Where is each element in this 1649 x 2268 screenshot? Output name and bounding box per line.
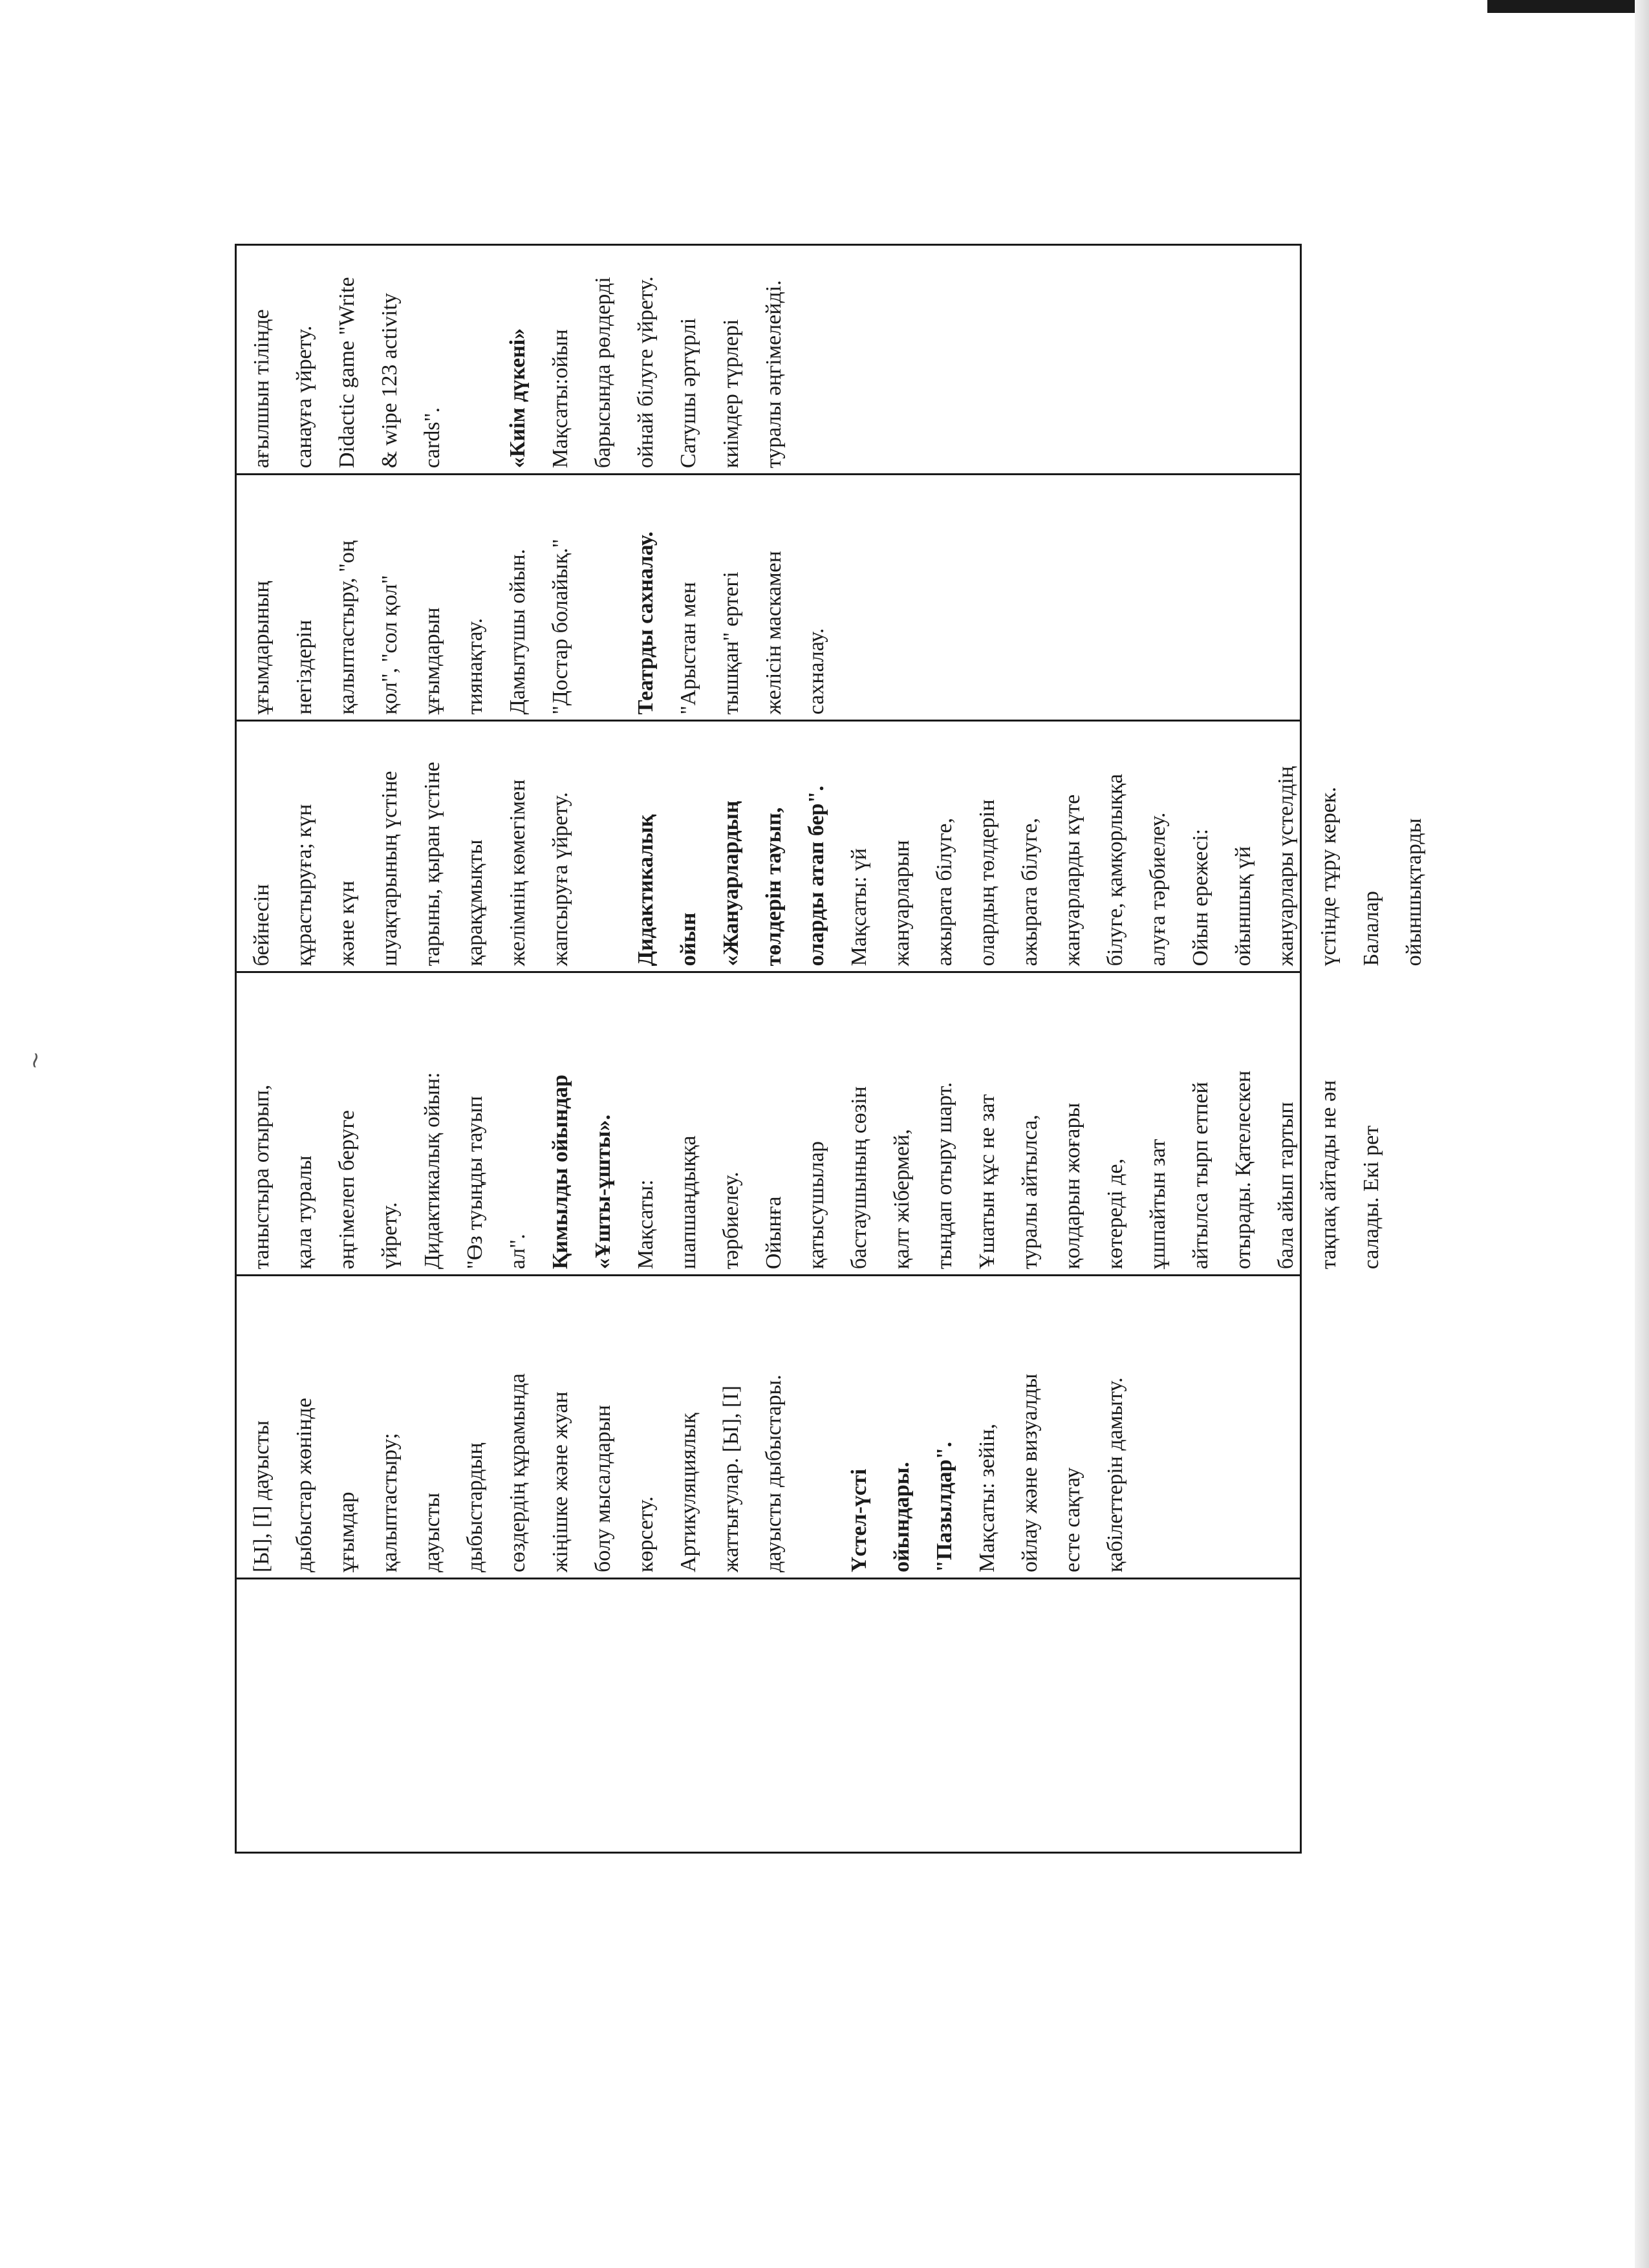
table-cell-line: бала айып тартып [1274,1102,1298,1270]
table-cell-line [795,1281,838,1572]
table-cell-line: барысында рөлдерді [591,277,615,469]
table-cell-line: қалыптастыру, "оң [335,540,359,715]
table-cell-line: жаттығулар. [Ы], [І] [719,1385,743,1573]
table-cell-line: жануарларды күте [1061,794,1084,967]
table-column-1 [237,1274,1300,1578]
table-column-5 [237,246,1300,473]
table-cell-line: cards". [420,407,444,469]
table-cell-line: [Ы], [І] дауысты [250,1420,274,1573]
table-cell-line: киімдер түрлері [719,319,743,469]
table-cell-line: олардың төлдерін [975,799,999,967]
table-cell-line: отырады. Қателескен [1231,1070,1255,1270]
table-cell-line: қала туралы [292,1155,316,1270]
table-cell-line: шапшаңдыққа [676,1135,700,1270]
table-cell-line: тарыны, қыран үстіне [420,762,444,967]
table-cell-line: ал". [506,1234,530,1270]
table-cell-line: жануарлары үстелдің [1274,765,1298,967]
table-cell-line: Балалар [1359,890,1383,967]
table-cell-line [454,251,497,468]
scan-top-shadow [1487,0,1649,13]
table-cell-line: ойнай білуге үйрету. [634,276,658,469]
table-cell-line: Дамытушы ойын. [506,548,530,715]
table-cell-line: Мақсаты: үй [847,848,871,967]
table-cell-line: негіздерін [292,619,316,715]
table-cell-line: Мақсаты:ойын [548,329,572,469]
table-cell-line: дыбыстар жөнінде [292,1398,316,1573]
table-cell-line: салады. Екі рет [1359,1125,1383,1270]
table-cell-line: сөздердің құрамында [506,1373,530,1573]
table-cell-line: санауға үйрету. [292,325,316,469]
table-cell-line: қатысушылар [804,1141,828,1270]
table-cell-line: «Киім дүкені» [506,328,530,469]
table-cell-line: Театрды сахналау. [634,531,658,715]
table-cell-line: Артикуляциялық [676,1413,700,1573]
table-column-3 [237,720,1426,971]
table-cell-line: болу мысалдарын [591,1405,615,1573]
table-cell-line: ажырата білуге, [1018,818,1042,967]
table-cell-line: сахналау. [804,628,828,715]
scan-edge-shadow [1635,0,1649,2268]
table-cell-line: Дидактикалық [634,814,658,967]
table-cell-line: Үстел-үсті [847,1468,871,1573]
table-cell-line: үйрету. [378,1202,402,1270]
table-cell-line: әңгімелеп беруге [335,1110,359,1270]
table-column-2 [237,971,1383,1274]
schedule-table [235,244,1426,1854]
table-cell-line: ұғымдарының [250,581,274,715]
table-cell-line: ажырата білуге, [932,818,956,967]
table-cell-line: оларды атап бер". [804,786,828,967]
table-cell-line: тиянақтау. [463,618,487,715]
table-column-0 [237,1578,1300,1852]
table-cell-line: көрсету. [634,1496,658,1573]
table-cell-line: «Ұшты-ұшты». [591,1114,615,1270]
table-cell-line: Мақсаты: [634,1179,658,1270]
table-cell-line: «Жануарлардың [719,800,743,967]
table-cell-line: қол", "сол қол" [378,575,402,715]
table-cell-line: туралы әңгімелейді. [762,280,786,469]
table-cell-line: жіңішке және жуан [548,1391,572,1573]
table-cell-line: және күн [335,881,359,967]
table-cell-line: қарақұмықты [463,839,487,967]
table-cell-line: дауысты дыбыстары. [762,1375,786,1573]
table-cell-line: қалт жібермей, [890,1129,914,1270]
table-cell-line: төлдерін тауып, [762,807,786,967]
table-cell-line: таныстыра отырып, [250,1084,274,1270]
table-cell-line: жапсыруға үйрету. [548,792,572,967]
table-cell-line: құрастыруға; күн [292,804,316,967]
table-cell-line: желісін маскамен [762,551,786,715]
table-cell-line: ұшпайтын зат [1146,1139,1170,1270]
table-cell-line [582,480,625,714]
table-cell-line [582,727,625,966]
table-cell-line: & wipe 123 activity [378,293,402,469]
table-cell-line: Мақсаты: зейін, [975,1423,999,1573]
table-cell-line: бастаушының сөзін [847,1086,871,1270]
table-cell-line: Қимылды ойындар [548,1075,572,1270]
table-cell-line: "Пазылдар". [932,1441,956,1573]
table-cell-line: ойындары. [890,1462,914,1573]
table-cell-line: "Арыстан мен [676,582,700,715]
table-cell-line: шуақтарының үстіне [378,771,402,967]
table-column-4 [237,473,1300,720]
table-cell-line: қолдарын жоғары [1061,1102,1084,1270]
table-cell-line: Didactic game "Write [335,277,359,469]
table-cell-line: дауысты [420,1492,444,1573]
table-cell-line: қабілеттерін дамыту. [1103,1377,1127,1573]
table-cell-line: ойын [676,912,700,967]
table-cell-line: алуға тәрбиелеу. [1146,812,1170,967]
table-cell-line: үстінде тұру керек. [1317,787,1341,967]
table-cell-line: ойыншық үй [1231,846,1255,967]
table-cell-line: тақпақ айтады не ән [1317,1080,1341,1270]
table-cell-line: ағылшын тілінде [250,309,274,469]
table-cell-line: Ұшатын құс не зат [975,1094,999,1270]
table-cell-line: Дидактикалық ойын: [420,1072,444,1270]
table-cell-line: есте сақтау [1061,1467,1084,1573]
table-cell-line: тәрбиелеу. [719,1171,743,1270]
table-cell-line: жануарларын [890,840,914,967]
table-cell-line: ойлау және визуалды [1018,1373,1042,1573]
table-cell-line: бейнесін [250,884,274,967]
scan-artifact: ~ [21,1049,50,1072]
table-cell-line: ұғымдар [335,1492,359,1573]
table-cell-line: тыңдап отыру шарт. [932,1082,956,1270]
table-cell-line: "Өз туыңды тауып [463,1096,487,1270]
table-cell-line: Ойын ережесі: [1189,828,1212,967]
table-cell-line: туралы айтылса, [1018,1115,1042,1270]
table-cell-line: ойыншықтарды [1402,818,1426,967]
table-cell-line: "Достар болайық." [548,539,572,715]
table-cell-line: білуге, қамқорлыққа [1103,773,1127,967]
table-cell-line: Сатушы әртүрлі [676,317,700,469]
table-cell-line: Ойынға [762,1196,786,1270]
table-cell-line: тышқан" ертегі [719,572,743,715]
table-cell-line: қалыптастыру; [378,1433,402,1573]
rotated-page [235,244,1426,1854]
table-cell-line: ұғымдарын [420,607,444,715]
table-cell-line: желімнің көмегімен [506,779,530,967]
table-cell-line: көтереді де, [1103,1158,1127,1270]
table-cell-line: дыбыстардың [463,1442,487,1573]
table-cell-line: айтылса тырп етпей [1189,1082,1212,1270]
